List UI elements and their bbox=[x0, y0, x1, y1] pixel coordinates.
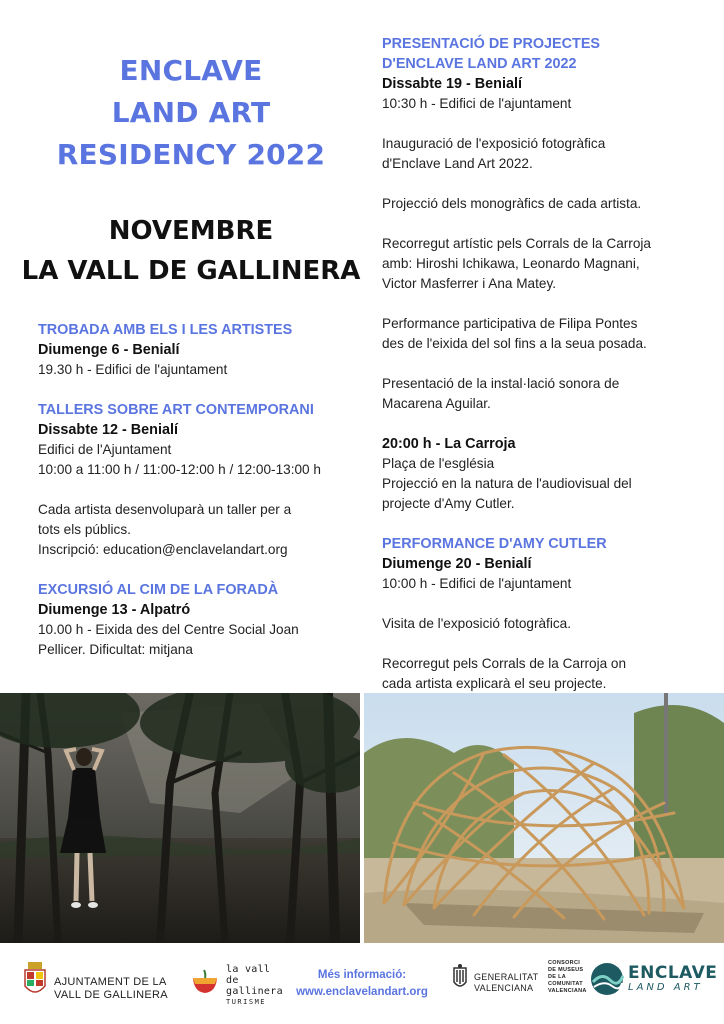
section-text: projecte d'Amy Cutler. bbox=[382, 496, 515, 511]
title-line: LAND ART bbox=[111, 96, 271, 129]
generalitat-line: VALENCIANA bbox=[474, 983, 534, 993]
more-info bbox=[284, 967, 440, 1001]
section-heading: PERFORMANCE D'AMY CUTLER bbox=[382, 536, 607, 552]
section-text: 10.00 h - Eixida des del Centre Social Joan bbox=[38, 622, 299, 637]
section-text: Cada artista desenvoluparà un taller per a bbox=[38, 502, 292, 517]
section-text: Performance participativa de Filipa Pontes bbox=[382, 316, 638, 331]
enclave-globe-icon bbox=[590, 962, 624, 996]
enclave-logo bbox=[590, 962, 720, 1006]
footer-logos bbox=[0, 950, 724, 1024]
subtitle-line: NOVEMBRE bbox=[108, 216, 274, 246]
section-trobada bbox=[38, 320, 368, 380]
section-text: Projecció en la natura de l'audiovisual del bbox=[382, 476, 632, 491]
section-text: 10:00 h - Edifici de l'ajuntament bbox=[382, 576, 572, 591]
section-text: 19.30 h - Edifici de l'ajuntament bbox=[38, 362, 228, 377]
section-heading: D'ENCLAVE LAND ART 2022 bbox=[382, 56, 577, 72]
section-excursio bbox=[38, 580, 368, 660]
website-link[interactable]: www.enclavelandart.org bbox=[296, 986, 428, 998]
right-column bbox=[382, 34, 716, 714]
generalitat-line: GENERALITAT bbox=[474, 972, 539, 982]
coat-of-arms-icon bbox=[24, 962, 46, 998]
enclave-subword: LAND ART bbox=[628, 982, 703, 993]
section-date: Dissabte 19 - Benialí bbox=[382, 76, 522, 92]
section-text: Inauguració de l'exposició fotogràfica bbox=[382, 136, 606, 151]
section-heading: EXCURSIÓ AL CIM DE LA FORADÀ bbox=[38, 582, 279, 598]
section-text: Recorregut artístic pels Corrals de la Carroja bbox=[382, 236, 651, 251]
turisme-line: gallinera bbox=[226, 986, 283, 997]
section-text: Victor Masferrer i Ana Matey. bbox=[382, 276, 557, 291]
section-text: amb: Hiroshi Ichikawa, Leonardo Magnani, bbox=[382, 256, 640, 271]
enclave-wordmark: ENCLAVE bbox=[628, 963, 718, 983]
section-presentacio bbox=[382, 34, 716, 414]
section-text: Projecció dels monogràfics de cada artista. bbox=[382, 196, 642, 211]
photo-strip bbox=[0, 693, 724, 943]
left-column bbox=[38, 320, 368, 680]
turisme-line: la vall de bbox=[226, 964, 271, 986]
section-heading: TROBADA AMB ELS I LES ARTISTES bbox=[38, 322, 293, 338]
section-text: Presentació de la instal·lació sonora de bbox=[382, 376, 620, 391]
turisme-line: TURISME bbox=[226, 998, 267, 1006]
section-heading: PRESENTACIÓ DE PROJECTES bbox=[382, 36, 601, 52]
section-carroja bbox=[382, 434, 716, 514]
section-text: cada artista explicarà el seu projecte. bbox=[382, 676, 607, 691]
consorci-line: DE MUSEUS bbox=[548, 967, 584, 973]
section-text: 10:30 h - Edifici de l'ajuntament bbox=[382, 96, 572, 111]
generalitat-crest-icon bbox=[452, 964, 468, 992]
subtitle-line: LA VALL DE GALLINERA bbox=[21, 256, 361, 286]
consorci-logo bbox=[548, 960, 587, 995]
section-date: Diumenge 6 - Benialí bbox=[38, 342, 180, 358]
section-text: Edifici de l'Ajuntament bbox=[38, 442, 172, 457]
section-text: Recorregut pels Corrals de la Carroja on bbox=[382, 656, 627, 671]
title-line: RESIDENCY 2022 bbox=[56, 138, 326, 171]
section-text: tots els públics. bbox=[38, 522, 131, 537]
section-date: 20:00 h - La Carroja bbox=[382, 436, 516, 452]
ajuntament-logo bbox=[24, 962, 184, 1012]
section-text: Visita de l'exposició fotogràfica. bbox=[382, 616, 571, 631]
section-date: Diumenge 20 - Benialí bbox=[382, 556, 532, 572]
section-text: Plaça de l'església bbox=[382, 456, 495, 471]
turisme-logo bbox=[190, 960, 282, 1016]
poster-subtitle bbox=[0, 211, 382, 291]
title-line: ENCLAVE bbox=[119, 54, 263, 87]
ajuntament-line: VALL DE GALLINERA bbox=[54, 989, 168, 1001]
more-info-label: Més informació: bbox=[317, 969, 407, 981]
section-tallers bbox=[38, 400, 368, 560]
section-text: des de l'eixida del sol fins a la seua posada. bbox=[382, 336, 647, 351]
consorci-line: CONSORCI bbox=[548, 960, 581, 966]
poster-title bbox=[0, 50, 382, 176]
section-text: 10:00 a 11:00 h / 11:00-12:00 h / 12:00-13:00 h bbox=[38, 462, 321, 477]
section-heading: TALLERS SOBRE ART CONTEMPORANI bbox=[38, 402, 314, 418]
section-text: Macarena Aguilar. bbox=[382, 396, 491, 411]
section-date: Diumenge 13 - Alpatró bbox=[38, 602, 191, 618]
consorci-line: DE LA bbox=[548, 974, 566, 980]
forest-photo bbox=[0, 693, 360, 943]
consorci-line: COMUNITAT bbox=[548, 981, 583, 987]
section-date: Dissabte 12 - Benialí bbox=[38, 422, 178, 438]
installation-photo bbox=[364, 693, 724, 943]
section-text: Pellicer. Dificultat: mitjana bbox=[38, 642, 193, 657]
ajuntament-line: AJUNTAMENT DE LA bbox=[54, 976, 167, 988]
section-performance bbox=[382, 534, 716, 694]
inscription-email: Inscripció: education@enclavelandart.org bbox=[38, 542, 288, 557]
generalitat-logo bbox=[452, 964, 542, 1010]
consorci-line: VALENCIANA bbox=[548, 988, 587, 994]
section-text: d'Enclave Land Art 2022. bbox=[382, 156, 533, 171]
bowl-icon bbox=[190, 966, 220, 996]
